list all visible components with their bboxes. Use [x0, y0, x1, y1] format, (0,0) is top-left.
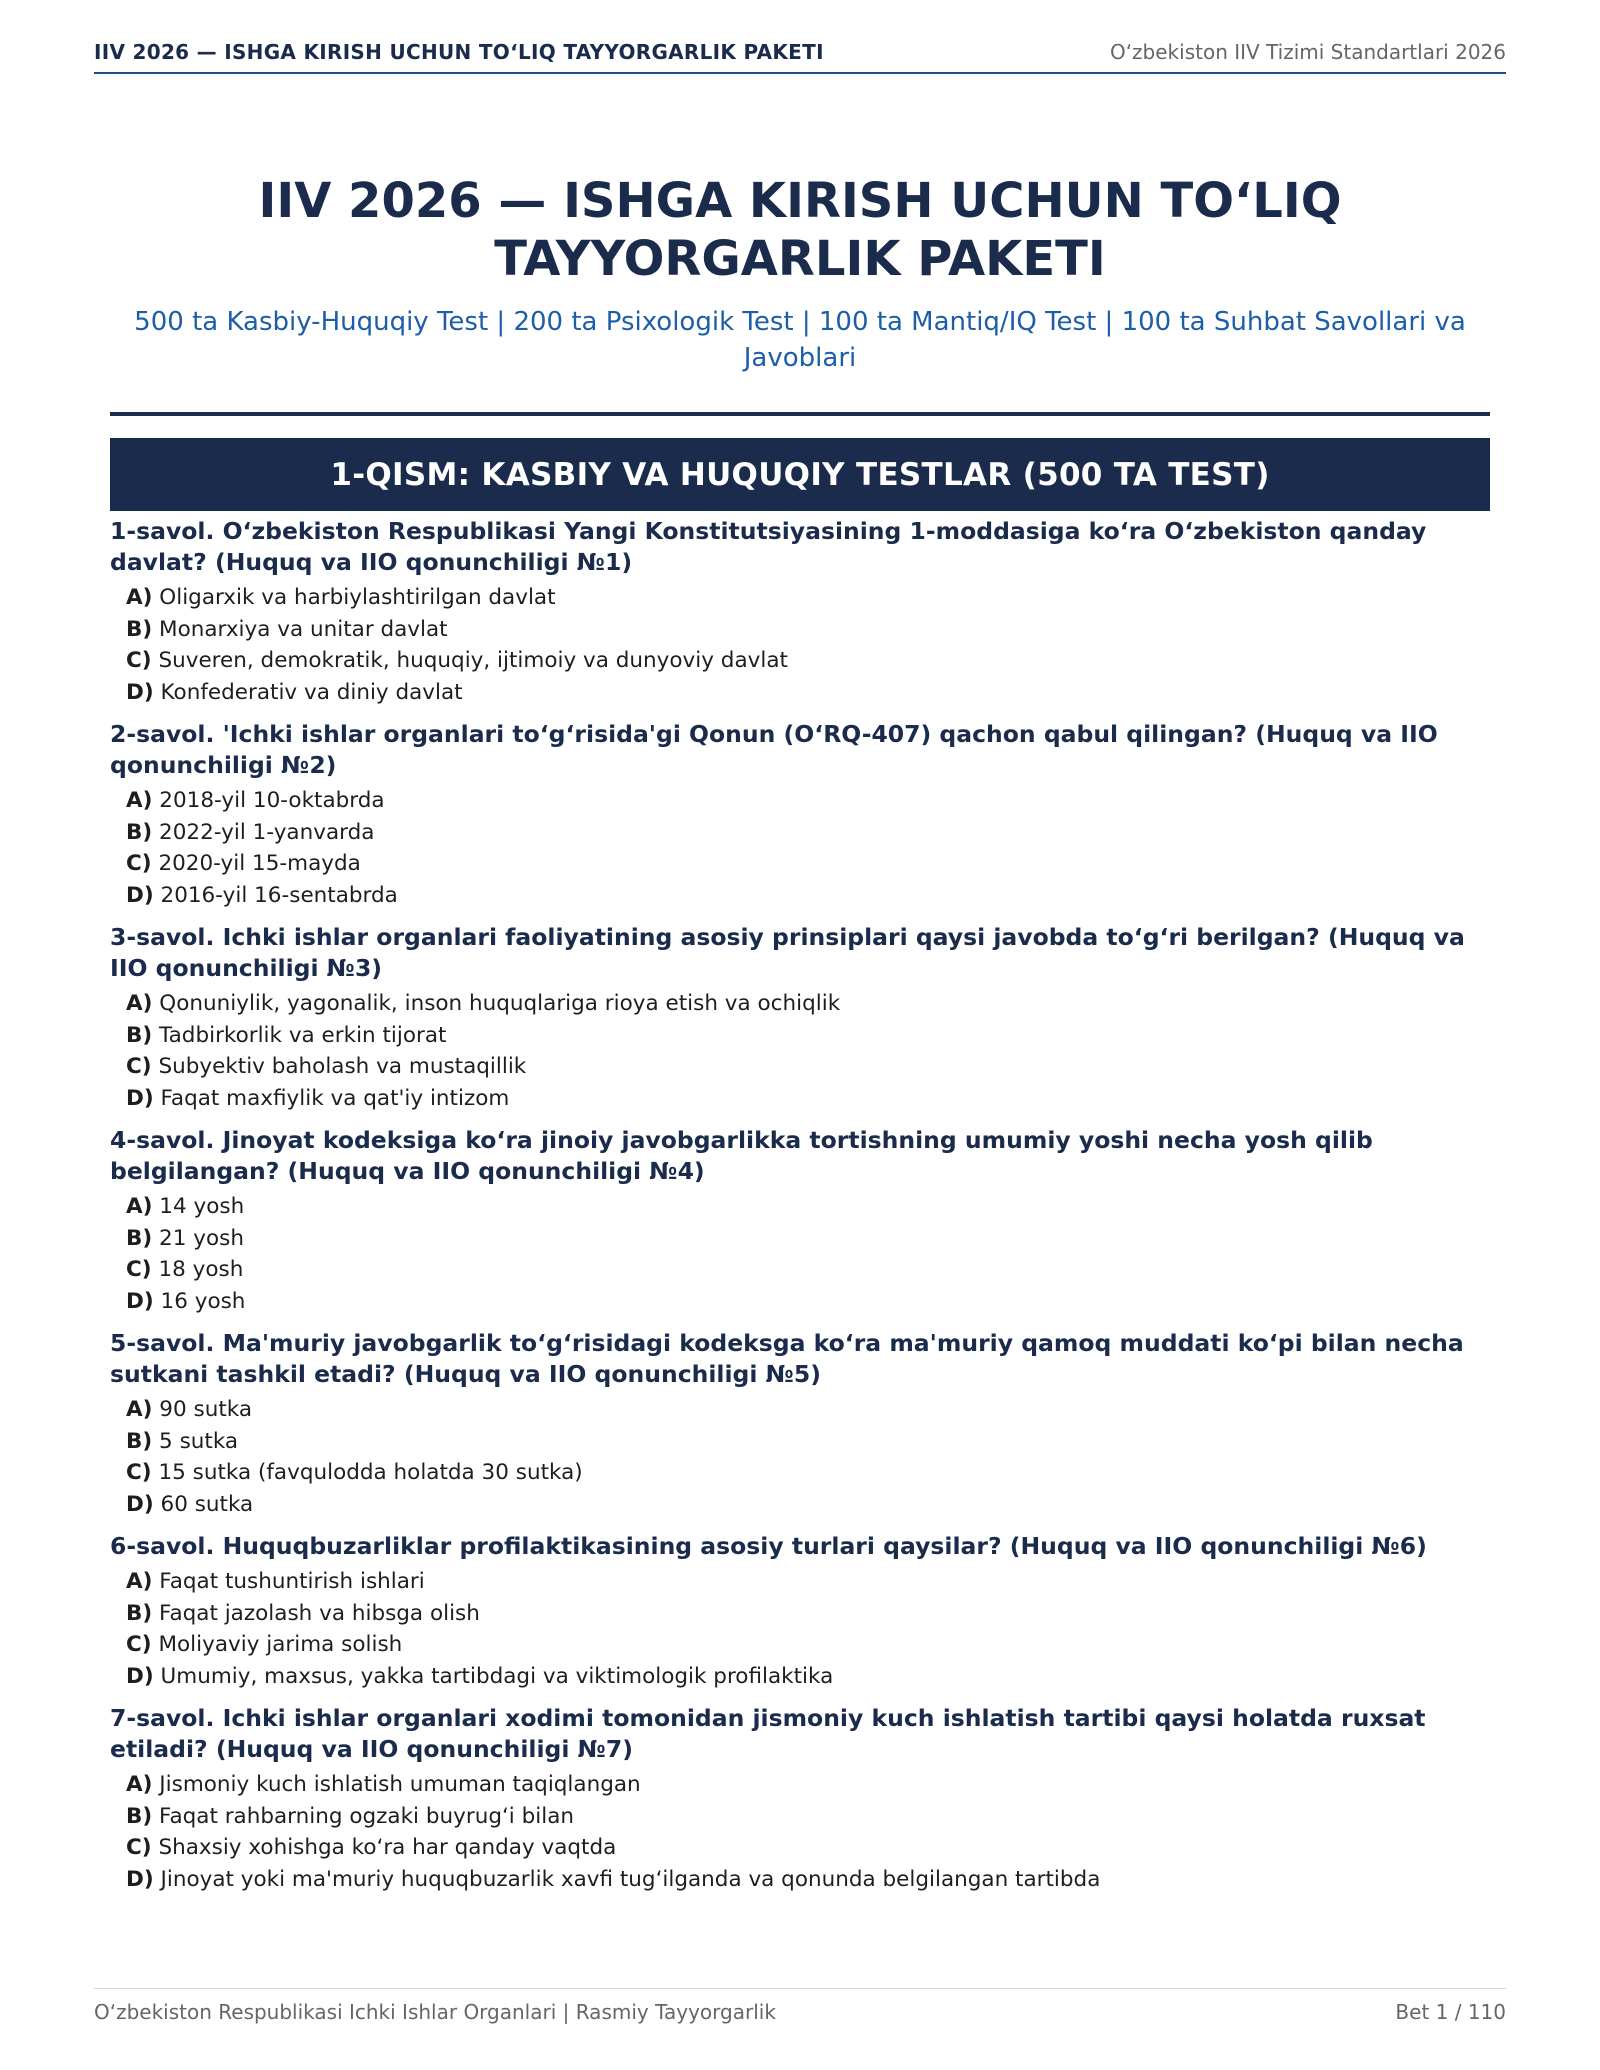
option-text: 5 sutka	[152, 1428, 239, 1454]
option-letter: B)	[126, 1428, 153, 1454]
running-header	[94, 40, 1506, 74]
option-text: 2022-yil 1-yanvarda	[152, 819, 375, 845]
option-letter: D)	[126, 1866, 154, 1892]
question-text: 7-savol. Ichki ishlar organlari xodimi tomonidan jismoniy kuch ishlatish tartibi qaysi holatda ruxsat etiladi? (Huquq va IIO qonunchiligi №7)	[110, 1704, 1426, 1763]
option-letter: A)	[126, 1397, 153, 1422]
section-banner	[110, 438, 1490, 511]
answer-option	[110, 1051, 1490, 1083]
option-letter: A)	[126, 788, 153, 813]
option-letter: B)	[126, 1022, 153, 1048]
question-item	[110, 1703, 1490, 1895]
question-text: 1-savol. O‘zbekiston Respublikasi Yangi Konstitutsiyasining 1-moddasiga ko‘ra O‘zbekiston qanday davlat? (Huquq va IIO qonunchiligi №1)	[110, 517, 1427, 576]
option-letter: C)	[126, 851, 152, 876]
option-text: 60 sutka	[153, 1491, 254, 1517]
option-text: Oligarxik va harbiylashtirilgan davlat	[152, 585, 556, 610]
option-text: Faqat jazolash va hibsga olish	[152, 1600, 480, 1626]
option-text: Moliyaviy jarima solish	[151, 1632, 403, 1657]
page-title: IIV 2026 — ISHGA KIRISH UCHUN TO‘LIQ TAYYORGARLIK PAKETI	[258, 173, 1342, 287]
answer-option	[110, 1629, 1490, 1661]
option-text: 18 yosh	[151, 1257, 244, 1282]
option-letter: C)	[126, 1632, 152, 1657]
option-letter: B)	[126, 819, 153, 845]
answer-option	[110, 1801, 1490, 1833]
option-text: Jinoyat yoki ma'muriy huquqbuzarlik xavfi tug‘ilganda va qonunda belgilangan tartibda	[153, 1866, 1101, 1892]
question-item	[110, 1125, 1490, 1317]
answer-option	[110, 1223, 1490, 1255]
answer-option	[110, 1769, 1490, 1801]
option-text: Faqat maxfiylik va qat'iy intizom	[153, 1085, 510, 1111]
title-divider	[110, 412, 1490, 416]
page-number: Bet 1 / 110	[1395, 2000, 1506, 2024]
answer-option	[110, 1286, 1490, 1318]
option-text: Subyektiv baholash va mustaqillik	[151, 1054, 527, 1079]
option-letter: D)	[126, 1288, 154, 1314]
question-text: 2-savol. 'Ichki ishlar organlari to‘g‘risida'gi Qonun (O‘RQ-407) qachon qabul qilingan? (Huquq va IIO qonunchiligi №2)	[110, 720, 1438, 779]
option-letter: C)	[126, 1460, 152, 1485]
option-letter: A)	[126, 1772, 153, 1797]
option-text: 21 yosh	[152, 1225, 244, 1251]
option-text: 15 sutka (favqulodda holatda 30 sutka)	[151, 1460, 583, 1485]
option-letter: D)	[126, 679, 154, 705]
answer-option	[110, 1832, 1490, 1864]
answer-option	[110, 1191, 1490, 1223]
option-text: Faqat tushuntirish ishlari	[152, 1569, 425, 1594]
option-text: 90 sutka	[152, 1397, 253, 1422]
question-item	[110, 516, 1490, 708]
option-text: Shaxsiy xohishga ko‘ra har qanday vaqtda	[151, 1835, 617, 1860]
option-letter: B)	[126, 616, 153, 642]
option-letter: B)	[126, 1600, 153, 1626]
option-letter: C)	[126, 648, 152, 673]
option-letter: B)	[126, 1803, 153, 1829]
answer-option	[110, 582, 1490, 614]
page-subtitle: 500 ta Kasbiy-Huquqiy Test | 200 ta Psixologik Test | 100 ta Mantiq/IQ Test | 100 ta Suhbat Savollari va Javoblari	[134, 307, 1466, 373]
answer-option	[110, 848, 1490, 880]
option-letter: C)	[126, 1835, 152, 1860]
option-letter: A)	[126, 1194, 153, 1219]
option-text: 14 yosh	[152, 1194, 245, 1219]
option-text: Umumiy, maxsus, yakka tartibdagi va viktimologik profilaktika	[153, 1663, 834, 1689]
option-letter: C)	[126, 1054, 152, 1079]
question-item	[110, 1328, 1490, 1520]
question-item	[110, 719, 1490, 911]
answer-option	[110, 1661, 1490, 1693]
answer-option	[110, 1083, 1490, 1115]
option-text: 16 yosh	[153, 1288, 246, 1314]
question-text: 5-savol. Ma'muriy javobgarlik to‘g‘risidagi kodeksga ko‘ra ma'muriy qamoq muddati ko‘pi bilan necha sutkani tashkil etadi? (Huquq va IIO qonunchiligi №5)	[110, 1329, 1464, 1388]
answer-option	[110, 677, 1490, 709]
answer-option	[110, 785, 1490, 817]
option-text: Faqat rahbarning ogzaki buyrug‘i bilan	[152, 1803, 575, 1829]
answer-option	[110, 1598, 1490, 1630]
answer-option	[110, 645, 1490, 677]
option-letter: D)	[126, 1085, 154, 1111]
question-text: 3-savol. Ichki ishlar organlari faoliyatining asosiy prinsiplari qaysi javobda to‘g‘ri berilgan? (Huquq va IIO qonunchiligi №3)	[110, 923, 1465, 982]
option-text: Konfederativ va diniy davlat	[153, 679, 463, 705]
answer-option	[110, 1254, 1490, 1286]
option-letter: D)	[126, 1491, 154, 1517]
option-letter: D)	[126, 1663, 154, 1689]
header-document-title: IIV 2026 — ISHGA KIRISH UCHUN TO‘LIQ TAYYORGARLIK PAKETI	[94, 40, 824, 64]
answer-option	[110, 1566, 1490, 1598]
option-letter: D)	[126, 882, 154, 908]
answer-option	[110, 988, 1490, 1020]
section-title: 1-QISM: KASBIY VA HUQUQIY TESTLAR (500 TA TEST)	[330, 456, 1270, 493]
answer-option	[110, 880, 1490, 912]
option-text: Tadbirkorlik va erkin tijorat	[152, 1022, 447, 1048]
question-item	[110, 922, 1490, 1114]
question-list	[110, 516, 1490, 1906]
option-letter: A)	[126, 585, 153, 610]
answer-option	[110, 1457, 1490, 1489]
option-letter: A)	[126, 991, 153, 1016]
option-text: 2020-yil 15-mayda	[151, 851, 361, 876]
answer-option	[110, 614, 1490, 646]
header-standard-label: O‘zbekiston IIV Tizimi Standartlari 2026	[1109, 40, 1506, 64]
answer-option	[110, 817, 1490, 849]
option-letter: C)	[126, 1257, 152, 1282]
answer-option	[110, 1489, 1490, 1521]
option-letter: B)	[126, 1225, 153, 1251]
footer-divider	[94, 1988, 1506, 1989]
option-text: 2018-yil 10-oktabrda	[152, 788, 385, 813]
option-text: Qonuniylik, yagonalik, inson huquqlariga rioya etish va ochiqlik	[152, 991, 841, 1016]
question-text: 4-savol. Jinoyat kodeksiga ko‘ra jinoiy javobgarlikka tortishning umumiy yoshi necha yosh qilib belgilangan? (Huquq va IIO qonunchiligi №4)	[110, 1126, 1373, 1185]
answer-option	[110, 1864, 1490, 1896]
answer-option	[110, 1020, 1490, 1052]
question-text: 6-savol. Huquqbuzarliklar profilaktikasining asosiy turlari qaysilar? (Huquq va IIO qonunchiligi №6)	[110, 1532, 1427, 1560]
question-item	[110, 1531, 1490, 1692]
option-letter: A)	[126, 1569, 153, 1594]
option-text: Suveren, demokratik, huquqiy, ijtimoiy va dunyoviy davlat	[151, 648, 788, 673]
footer-organization: O‘zbekiston Respublikasi Ichki Ishlar Organlari | Rasmiy Tayyorgarlik	[94, 2000, 776, 2024]
option-text: Jismoniy kuch ishlatish umuman taqiqlangan	[152, 1772, 641, 1797]
answer-option	[110, 1394, 1490, 1426]
answer-option	[110, 1426, 1490, 1458]
option-text: 2016-yil 16-sentabrda	[153, 882, 398, 908]
option-text: Monarxiya va unitar davlat	[152, 616, 448, 642]
page-footer	[94, 2000, 1506, 2024]
